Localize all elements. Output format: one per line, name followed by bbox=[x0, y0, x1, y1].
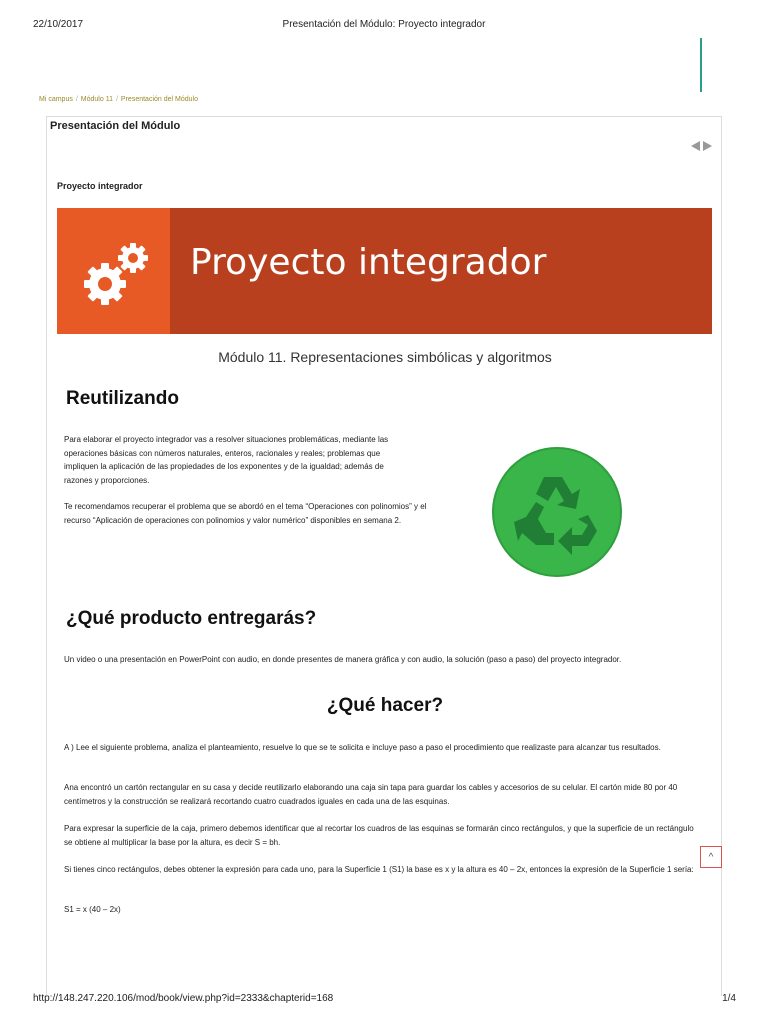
paragraph-hacer-2: Ana encontró un cartón rectangular en su casa y decide reutilizarlo elaborando una caja sin tapa para guardar los cables y accesorios de su celular. El cartón mide 80 por 40 centímetros y la construcción se realizará recortando cuatro cuadrados iguales en cada una de las esquinas. bbox=[64, 783, 678, 806]
formula-s1: S1 = x (40 – 2x) bbox=[64, 905, 121, 914]
module-subtitle: Módulo 11. Representaciones simbólicas y algoritmos bbox=[218, 349, 552, 365]
scroll-to-top-button[interactable] bbox=[700, 846, 722, 868]
paragraph-hacer-1: A ) Lee el siguiente problema, analiza el planteamiento, resuelve lo que se te solicita e incluye paso a paso el procedimiento que realizaste para alcanzar tus resultados. bbox=[64, 743, 661, 752]
paragraph-producto: Un video o una presentación en PowerPoint con audio, en donde presentes de manera gráfica y con audio, la solución (paso a paso) del proyecto integrador. bbox=[64, 655, 622, 664]
print-title: Presentación del Módulo: Proyecto integrador bbox=[282, 19, 486, 30]
heading-producto: ¿Qué producto entregarás? bbox=[66, 608, 317, 629]
chevron-up-icon: ^ bbox=[708, 851, 714, 863]
banner-icon-box bbox=[57, 208, 170, 334]
gears-icon bbox=[57, 208, 170, 334]
paragraph-hacer-4: Si tienes cinco rectángulos, debes obtener la expresión para cada uno, para la Superficie 1 (S1) la base es x y la altura es 40 – 2x, entonces la expresión de la Superficie 1 sería: bbox=[64, 865, 694, 874]
content-panel bbox=[46, 116, 722, 996]
breadcrumb-link-presentacion[interactable]: Presentación del Módulo bbox=[120, 96, 198, 103]
heading-que-hacer: ¿Qué hacer? bbox=[326, 695, 444, 716]
page-title: Presentación del Módulo bbox=[50, 120, 181, 132]
next-chapter-icon[interactable] bbox=[703, 141, 712, 151]
print-date: 22/10/2017 bbox=[33, 19, 84, 30]
print-url: http://148.247.220.106/mod/book/view.php?id=2333&chapterid=168 bbox=[33, 993, 334, 1004]
paragraph-hacer-3: Para expresar la superficie de la caja, primero debemos identificar que al recortar los cuadros de las esquinas se formarán cinco rectángulos, y que la superficie de un rectángulo se obtiene al multiplicar la base por la altura, es decir S = bh. bbox=[64, 824, 694, 847]
chapter-title: Proyecto integrador bbox=[57, 181, 143, 191]
banner bbox=[57, 208, 712, 334]
heading-reutilizando: Reutilizando bbox=[66, 388, 179, 409]
paragraph-reutilizando-1: Para elaborar el proyecto integrador vas a resolver situaciones problemáticas, mediante las operaciones básicas con números naturales, enteros, racionales y reales; problemas que impliquen la aplicación de las propiedades de los exponentes y de la igualdad; además de razones y proporciones. bbox=[64, 435, 389, 485]
banner-title: Proyecto integrador bbox=[190, 242, 547, 283]
recycle-icon bbox=[492, 447, 622, 577]
paragraph-reutilizando-2: Te recomendamos recuperar el problema que se abordó en el tema “Operaciones con polinomios” y el recurso “Aplicación de operaciones con polinomios y valor numérico” disponibles en semana 2. bbox=[64, 502, 427, 525]
previous-chapter-icon[interactable] bbox=[691, 141, 700, 151]
breadcrumb-link-mi-campus[interactable]: Mi campus bbox=[39, 96, 73, 103]
print-page-number: 1/4 bbox=[722, 993, 736, 1004]
breadcrumb: Mi campus / Módulo 11 / Presentación del Módulo bbox=[39, 96, 198, 103]
accent-bar bbox=[700, 38, 702, 92]
breadcrumb-link-modulo[interactable]: Módulo 11 bbox=[80, 96, 113, 103]
chapter-navigation bbox=[691, 141, 712, 151]
